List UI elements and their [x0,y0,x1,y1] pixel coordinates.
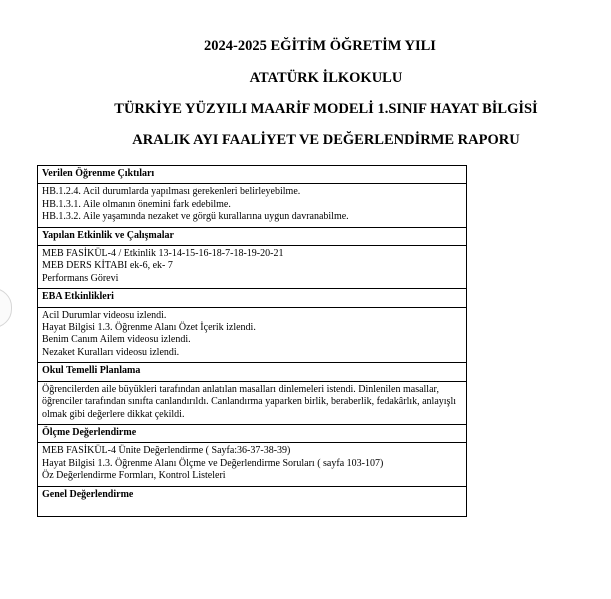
school-planning-header-row [38,363,467,381]
side-scroll-handle[interactable] [0,288,12,328]
eba-body-row [38,307,467,363]
assessment-body-row [38,443,467,486]
outcome-item: HB.1.2.4. Acil durumlarda yapılması gerekenleri belirleyebilme. [42,186,301,198]
assessment-item: Hayat Bilgisi 1.3. Öğrenme Alanı Ölçme ve Değerlendirme Soruları ( sayfa 103-107) [42,457,384,469]
general-heading: Genel Değerlendirme [38,486,467,516]
report-title-school: ATATÜRK İLKOKULU [249,70,403,86]
activities-body-row [38,246,467,289]
eba-content [38,307,467,363]
assessment-header-row [38,424,467,442]
eba-item: Benim Canım Ailem videosu izlendi. [42,334,191,346]
activity-item: Performans Görevi [42,272,119,284]
activities-heading: Yapılan Etkinlik ve Çalışmalar [38,227,467,245]
eba-heading: EBA Etkinlikleri [38,289,467,307]
activities-header-row [38,227,467,245]
general-header-row [38,486,467,516]
activity-item: MEB DERS KİTABI ek-6, ek- 7 [42,260,173,272]
outcome-item: HB.1.3.2. Aile yaşamında nezaket ve görgü kurallarına uygun davranabilme. [42,211,349,223]
outcome-item: HB.1.3.1. Aile olmanın önemini fark edebilme. [42,198,231,210]
eba-item: Acil Durumlar videosu izlendi. [42,309,167,321]
activity-item: MEB FASİKÜL-4 / Etkinlik 13-14-15-16-18-7-18-19-20-21 [42,248,284,260]
school-planning-body-row [38,381,467,424]
report-title-model: TÜRKİYE YÜZYILI MAARİF MODELİ 1.SINIF HAYAT BİLGİSİ [114,101,538,117]
school-planning-heading: Okul Temelli Planlama [38,363,467,381]
outcomes-header-row [38,166,467,184]
assessment-item: MEB FASİKÜL-4 Ünite Değerlendirme ( Sayfa:36-37-38-39) [42,445,291,457]
outcomes-content [38,184,467,227]
assessment-content [38,443,467,486]
report-table [37,165,467,517]
report-title-year: 2024-2025 EĞİTİM ÖĞRETİM YILI [204,38,436,54]
outcomes-body-row [38,184,467,227]
activities-content [38,246,467,289]
eba-item: Nezaket Kuralları videosu izlendi. [42,346,180,358]
outcomes-heading: Verilen Öğrenme Çıktıları [38,166,467,184]
eba-item: Hayat Bilgisi 1.3. Öğrenme Alanı Özet İçerik izlendi. [42,322,256,334]
school-planning-text: Öğrencilerden aile büyükleri tarafından anlatılan masalları dinlemeleri istendi. Dinlenilen masallar, öğrenciler tarafından sınıfta canlandırıldı. Canlandırma yaparken birlik, beraberlik, fedakârlık, anlayışlı olmak gibi değerlere dikkat çekildi. [42,383,457,420]
report-title-month: ARALIK AYI FAALİYET VE DEĞERLENDİRME RAPORU [132,132,520,148]
eba-header-row [38,289,467,307]
assessment-heading: Ölçme Değerlendirme [38,424,467,442]
school-planning-content [38,381,467,424]
assessment-item: Öz Değerlendirme Formları, Kontrol Listeleri [42,470,226,482]
